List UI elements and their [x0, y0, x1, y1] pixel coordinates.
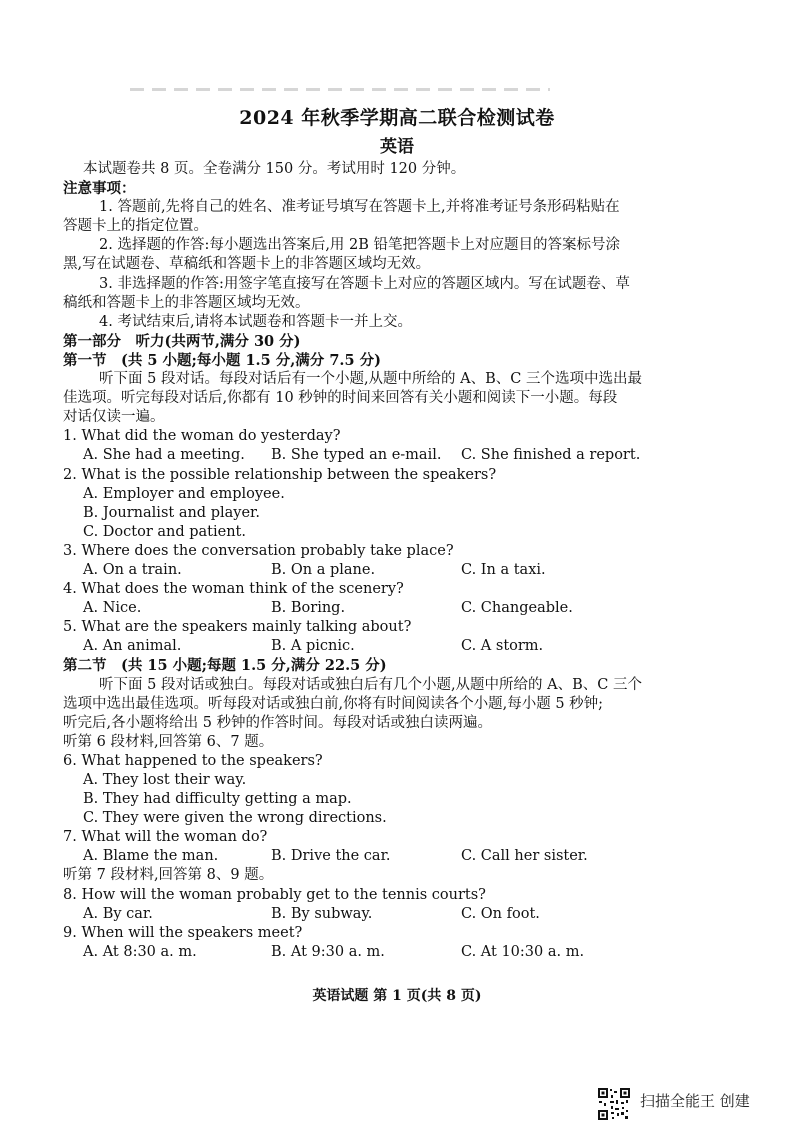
note-2b: 黑,写在试题卷、草稿纸和答题卡上的非答题区域均无效。 — [63, 256, 431, 273]
q4-option-a: A. Nice. — [83, 600, 142, 617]
q7-stem: 7. What will the woman do? — [63, 829, 268, 846]
scanner-watermark: 扫描全能王 创建 — [640, 1092, 750, 1110]
exam-content — [63, 160, 731, 962]
q5-option-b: B. A picnic. — [271, 638, 355, 655]
q2-stem: 2. What is the possible relationship between the speakers? — [63, 466, 497, 483]
q4-option-c: C. Changeable. — [461, 600, 573, 617]
q5-option-c: C. A storm. — [461, 638, 544, 655]
page-footer: 英语试题 第 1 页(共 8 页) — [312, 988, 482, 1004]
q9-option-b: B. At 9:30 a. m. — [271, 943, 385, 960]
q1-option-c: C. She finished a report. — [461, 447, 641, 464]
note-3b: 稿纸和答题卡上的非答题区域均无效。 — [63, 294, 310, 311]
q3-option-c: C. In a taxi. — [461, 561, 546, 578]
q3-option-a: A. On a train. — [83, 561, 182, 578]
note-4: 4. 考试结束后,请将本试题卷和答题卡一并上交。 — [99, 313, 413, 330]
scan-artifact — [130, 88, 550, 91]
q8-option-a: A. By car. — [83, 905, 153, 922]
section2-heading: 第二节 (共 15 小题;每题 1.5 分,满分 22.5 分) — [63, 657, 387, 675]
q6-stem: 6. What happened to the speakers? — [63, 752, 323, 769]
q7-option-b: B. Drive the car. — [271, 848, 391, 865]
material-7-heading: 听第 7 段材料,回答第 8、9 题。 — [63, 867, 274, 884]
q2-option-b: B. Journalist and player. — [83, 504, 260, 521]
intro-line: 本试题卷共 8 页。全卷满分 150 分。考试用时 120 分钟。 — [83, 161, 466, 177]
material-6-heading: 听第 6 段材料,回答第 6、7 题。 — [63, 733, 274, 750]
note-1a: 1. 答题前,先将自己的姓名、准考证号填写在答题卡上,并将准考证号条形码粘贴在 — [99, 199, 620, 216]
part1-heading: 第一部分 听力(共两节,满分 30 分) — [63, 332, 301, 350]
exam-title: 2024 年秋季学期高二联合检测试卷 — [239, 107, 555, 129]
section2-instr-b: 选项中选出最佳选项。听每段对话或独白前,你将有时间阅读各个小题,每小题 5 秒钟; — [63, 695, 604, 712]
note-3a: 3. 非选择题的作答:用签字笔直接写在答题卡上对应的答题区域内。写在试题卷、草 — [99, 275, 630, 292]
q9-option-c: C. At 10:30 a. m. — [461, 943, 585, 960]
section2-instr-c: 听完后,各小题将给出 5 秒钟的作答时间。每段对话或独白读两遍。 — [63, 714, 493, 731]
section1-instr-c: 对话仅读一遍。 — [63, 409, 165, 426]
notes-heading: 注意事项： — [63, 180, 136, 198]
qr-code-icon — [597, 1087, 631, 1121]
q6-option-b: B. They had difficulty getting a map. — [83, 791, 352, 808]
q2-option-c: C. Doctor and patient. — [83, 523, 246, 540]
q5-stem: 5. What are the speakers mainly talking about? — [63, 619, 412, 636]
q1-option-a: A. She had a meeting. — [83, 447, 245, 464]
q1-option-b: B. She typed an e-mail. — [271, 447, 442, 464]
q5-options — [63, 637, 731, 656]
q8-stem: 8. How will the woman probably get to the tennis courts? — [63, 886, 486, 903]
q9-stem: 9. When will the speakers meet? — [63, 924, 303, 941]
q7-options — [63, 847, 731, 866]
q3-option-b: B. On a plane. — [271, 561, 376, 578]
q5-option-a: A. An animal. — [83, 638, 182, 655]
q9-option-a: A. At 8:30 a. m. — [83, 943, 197, 960]
q1-options — [63, 446, 731, 465]
section1-instr-b: 佳选项。听完每段对话后,你都有 10 秒钟的时间来回答有关小题和阅读下一小题。每段 — [63, 390, 618, 407]
subject-title: 英语 — [380, 137, 414, 157]
q3-stem: 3. Where does the conversation probably take place? — [63, 542, 454, 559]
q2-option-a: A. Employer and employee. — [83, 485, 285, 502]
q4-options — [63, 599, 731, 618]
section1-instr-a: 听下面 5 段对话。每段对话后有一个小题,从题中所给的 A、B、C 三个选项中选出最 — [99, 371, 642, 388]
note-1b: 答题卡上的指定位置。 — [63, 218, 208, 235]
q8-option-b: B. By subway. — [271, 905, 373, 922]
q3-options — [63, 561, 731, 580]
q6-option-a: A. They lost their way. — [83, 772, 247, 788]
q4-stem: 4. What does the woman think of the scenery? — [63, 581, 404, 598]
section1-heading: 第一节 (共 5 小题;每小题 1.5 分,满分 7.5 分) — [63, 351, 381, 369]
note-2a: 2. 选择题的作答:每小题选出答案后,用 2B 铅笔把答题卡上对应题目的答案标号涂 — [99, 237, 621, 254]
q7-option-a: A. Blame the man. — [83, 848, 219, 865]
q1-stem: 1. What did the woman do yesterday? — [63, 428, 341, 445]
q8-options — [63, 905, 731, 924]
section2-instr-a: 听下面 5 段对话或独白。每段对话或独白后有几个小题,从题中所给的 A、B、C 三个 — [99, 676, 642, 693]
q4-option-b: B. Boring. — [271, 600, 346, 617]
q9-options — [63, 943, 731, 962]
q8-option-c: C. On foot. — [461, 905, 540, 922]
q6-option-c: C. They were given the wrong directions. — [83, 810, 387, 827]
q7-option-c: C. Call her sister. — [461, 848, 588, 865]
